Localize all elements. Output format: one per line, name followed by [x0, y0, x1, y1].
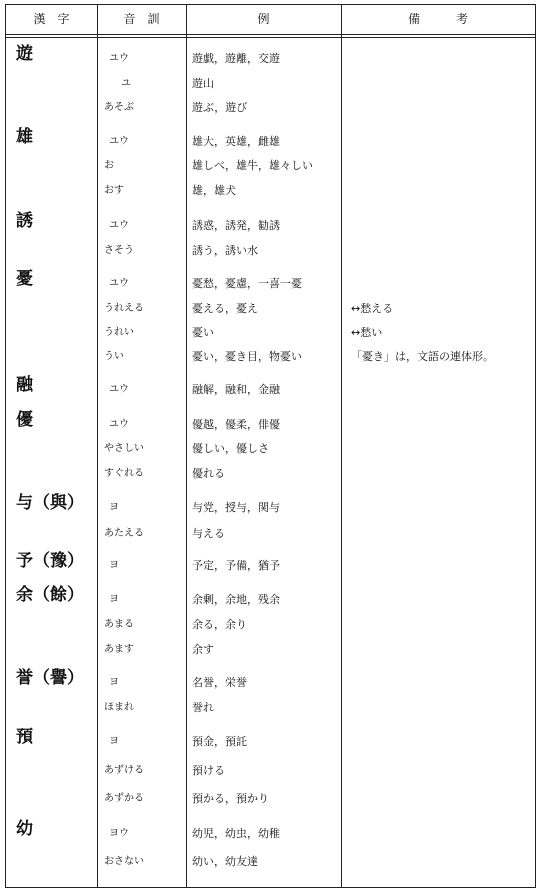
- example-words: 幼い，幼友達: [192, 855, 258, 868]
- usage-note: ↔愁える: [351, 302, 394, 315]
- reading: ユウ: [109, 136, 129, 147]
- reading: ユウ: [109, 278, 129, 289]
- kanji-headword: 融: [16, 375, 33, 395]
- example-words: 与える: [192, 527, 225, 540]
- example-words: 与党，授与，関与: [192, 501, 280, 514]
- header-notes: 備 考: [407, 12, 468, 26]
- example-words: 余剰，余地，残余: [192, 593, 280, 606]
- example-words: 預金，預託: [192, 735, 247, 748]
- reading: やさしい: [104, 443, 144, 454]
- reading: ユ: [121, 78, 131, 89]
- example-words: 優れる: [192, 467, 225, 480]
- kanji-headword: 誉（譽）: [16, 668, 84, 688]
- reading: あずける: [104, 765, 144, 776]
- reading: ヨ: [109, 677, 119, 688]
- reading: ユウ: [109, 384, 129, 395]
- example-words: 幼児，幼虫，幼稚: [192, 827, 280, 840]
- reading: おさない: [104, 856, 144, 867]
- kanji-headword: 憂: [16, 269, 33, 289]
- reading: あたえる: [104, 528, 144, 539]
- reading: お: [104, 160, 114, 171]
- reading: すぐれる: [104, 468, 144, 479]
- example-words: 預ける: [192, 764, 225, 777]
- reading: ユウ: [109, 53, 129, 64]
- example-words: 優越，優柔，俳優: [192, 418, 280, 431]
- example-words: 憂える，憂え: [192, 302, 258, 315]
- example-words: 預かる，預かり: [192, 792, 269, 805]
- example-words: 憂い，憂き目，物憂い: [192, 350, 302, 363]
- column-divider: [186, 5, 187, 887]
- example-words: 誘惑，誘発，勧誘: [192, 219, 280, 232]
- header-rule: [6, 37, 535, 38]
- reading: ユウ: [109, 220, 129, 231]
- reading: ヨ: [109, 736, 119, 747]
- reading: うい: [104, 351, 124, 362]
- usage-note: ↔愁い: [351, 326, 383, 339]
- reading: うれえる: [104, 303, 144, 314]
- example-words: 予定，予備，猶予: [192, 559, 280, 572]
- reading: あずかる: [104, 793, 144, 804]
- column-divider: [341, 5, 342, 887]
- reading: ヨ: [109, 594, 119, 605]
- kanji-headword: 与（與）: [16, 493, 84, 513]
- example-words: 余す: [192, 643, 214, 656]
- example-words: 雄，雄犬: [192, 184, 236, 197]
- reading: あます: [104, 644, 134, 655]
- example-words: 融解，融和，金融: [192, 383, 280, 396]
- reading: ほまれ: [104, 702, 134, 713]
- kanji-headword: 幼: [16, 819, 33, 839]
- example-words: 遊ぶ，遊び: [192, 101, 248, 114]
- kanji-headword: 預: [16, 727, 33, 747]
- reading: ヨ: [109, 560, 119, 571]
- example-words: 遊戯，遊離，交遊: [192, 52, 280, 65]
- header-onkun: 音 訓: [123, 12, 160, 26]
- example-words: 優しい，優しさ: [192, 442, 269, 455]
- example-words: 憂愁，憂慮，一喜一憂: [192, 277, 302, 290]
- header-rule: [6, 34, 535, 35]
- column-divider: [97, 5, 98, 887]
- kanji-headword: 誘: [16, 211, 33, 231]
- reading: あまる: [104, 619, 134, 630]
- example-words: 名誉，栄誉: [192, 676, 247, 689]
- example-words: 雄しべ，雄牛，雄々しい: [192, 159, 313, 172]
- reading: さそう: [104, 245, 134, 256]
- header-examples: 例: [257, 12, 270, 26]
- kanji-headword: 余（餘）: [16, 585, 84, 605]
- reading: ヨウ: [109, 828, 129, 839]
- kanji-table: [5, 4, 536, 888]
- example-words: 遊山: [192, 77, 214, 90]
- example-words: 憂い: [192, 326, 214, 339]
- example-words: 雄大，英雄，雌雄: [192, 135, 280, 148]
- reading: ヨ: [109, 502, 119, 513]
- usage-note: 「憂き」は，文語の連体形。: [351, 350, 494, 363]
- example-words: 余る，余り: [192, 618, 247, 631]
- reading: あそぶ: [104, 102, 134, 113]
- example-words: 誘う，誘い水: [192, 244, 258, 257]
- header-kanji: 漢 字: [33, 12, 70, 26]
- kanji-headword: 予（豫）: [16, 551, 84, 571]
- example-words: 誉れ: [192, 701, 214, 714]
- kanji-headword: 雄: [16, 127, 33, 147]
- kanji-headword: 遊: [16, 44, 33, 64]
- reading: おす: [104, 185, 124, 196]
- kanji-headword: 優: [16, 410, 33, 430]
- reading: ユウ: [109, 419, 129, 430]
- reading: うれい: [104, 327, 134, 338]
